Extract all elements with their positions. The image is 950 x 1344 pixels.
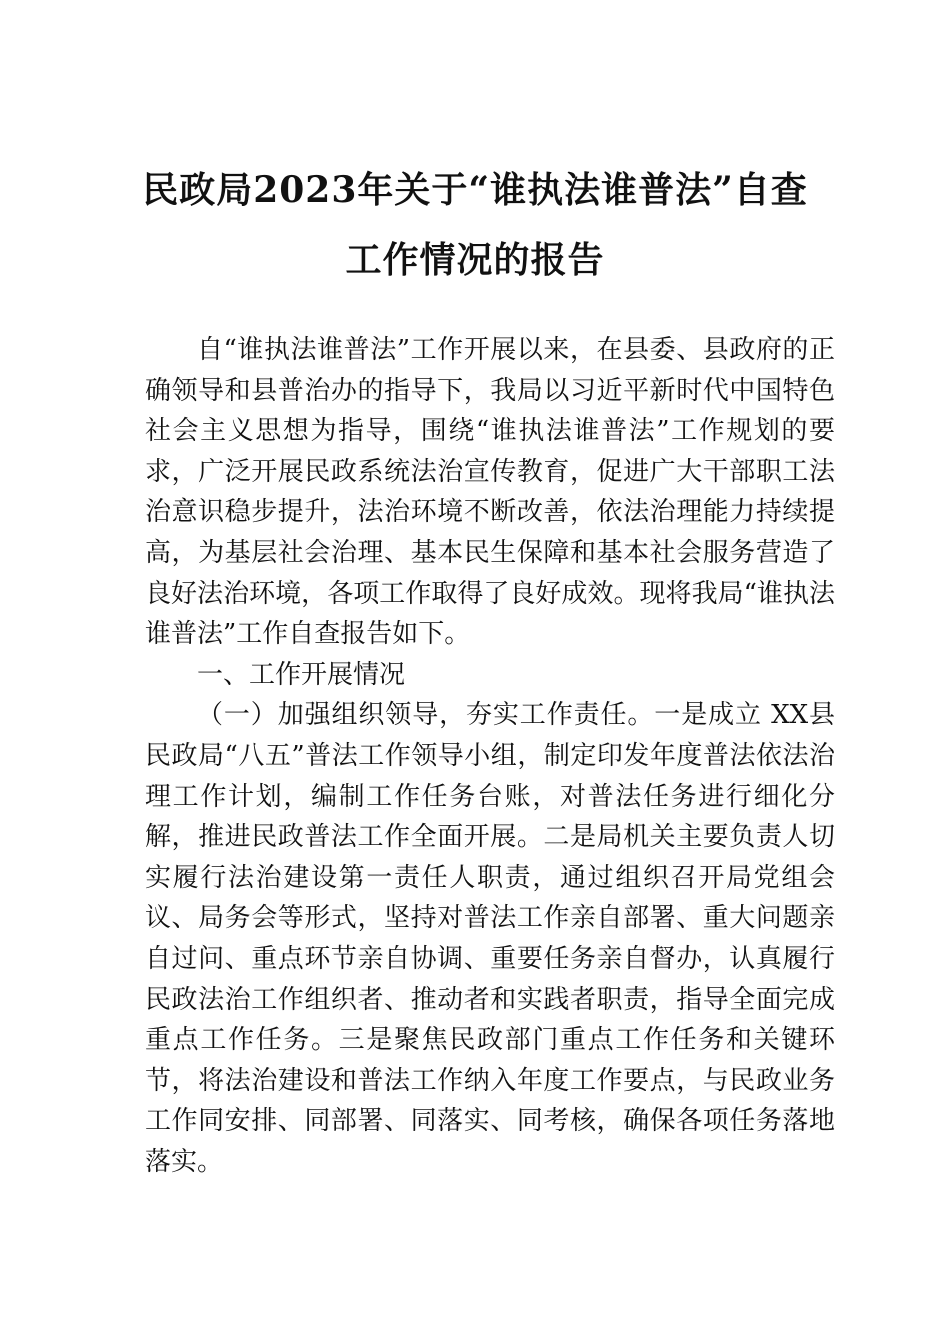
section-heading: 一、工作开展情况 bbox=[197, 659, 406, 690]
document-title-line-1: 民政局2023年关于“谁执法谁普法”自查 bbox=[142, 169, 808, 211]
document-body bbox=[145, 330, 835, 1182]
intro-paragraph: 自“谁执法谁普法”工作开展以来，在县委、县政府的正确领导和县普治办的指导下，我局以习近平新时代中国特色社会主义思想为指导，围绕“谁执法谁普法”工作规划的要求，广泛开展民政系统法治宣传教育，促进广大干部职工法治意识稳步提升，法治环境不断改善，依法治理能力持续提高，为基层社会治理、基本民生保障和基本社会服务营造了良好法治环境，各项工作取得了良好成效。现将我局“谁执法谁普法”工作自查报告如下。 bbox=[145, 335, 835, 650]
document-title-line-2: 工作情况的报告 bbox=[345, 239, 605, 281]
body-paragraph: （一）加强组织领导，夯实工作责任。一是成立 XX县民政局“八五”普法工作领导小组，制定印发年度普法依法治理工作计划，编制工作任务台账，对普法任务进行细化分解，推进民政普法工作全面开展。二是局机关主要负责人切实履行法治建设第一责任人职责，通过组织召开局党组会议、局务会等形式，坚持对普法工作亲自部署、重大问题亲自过问、重点环节亲自协调、重要任务亲自督办，认真履行民政法治工作组织者、推动者和实践者职责，指导全面完成重点工作任务。三是聚焦民政部门重点工作任务和关键环节，将法治建设和普法工作纳入年度工作要点，与民政业务工作同安排、同部署、同落实、同考核，确保各项任务落地落实。 bbox=[145, 700, 835, 1177]
